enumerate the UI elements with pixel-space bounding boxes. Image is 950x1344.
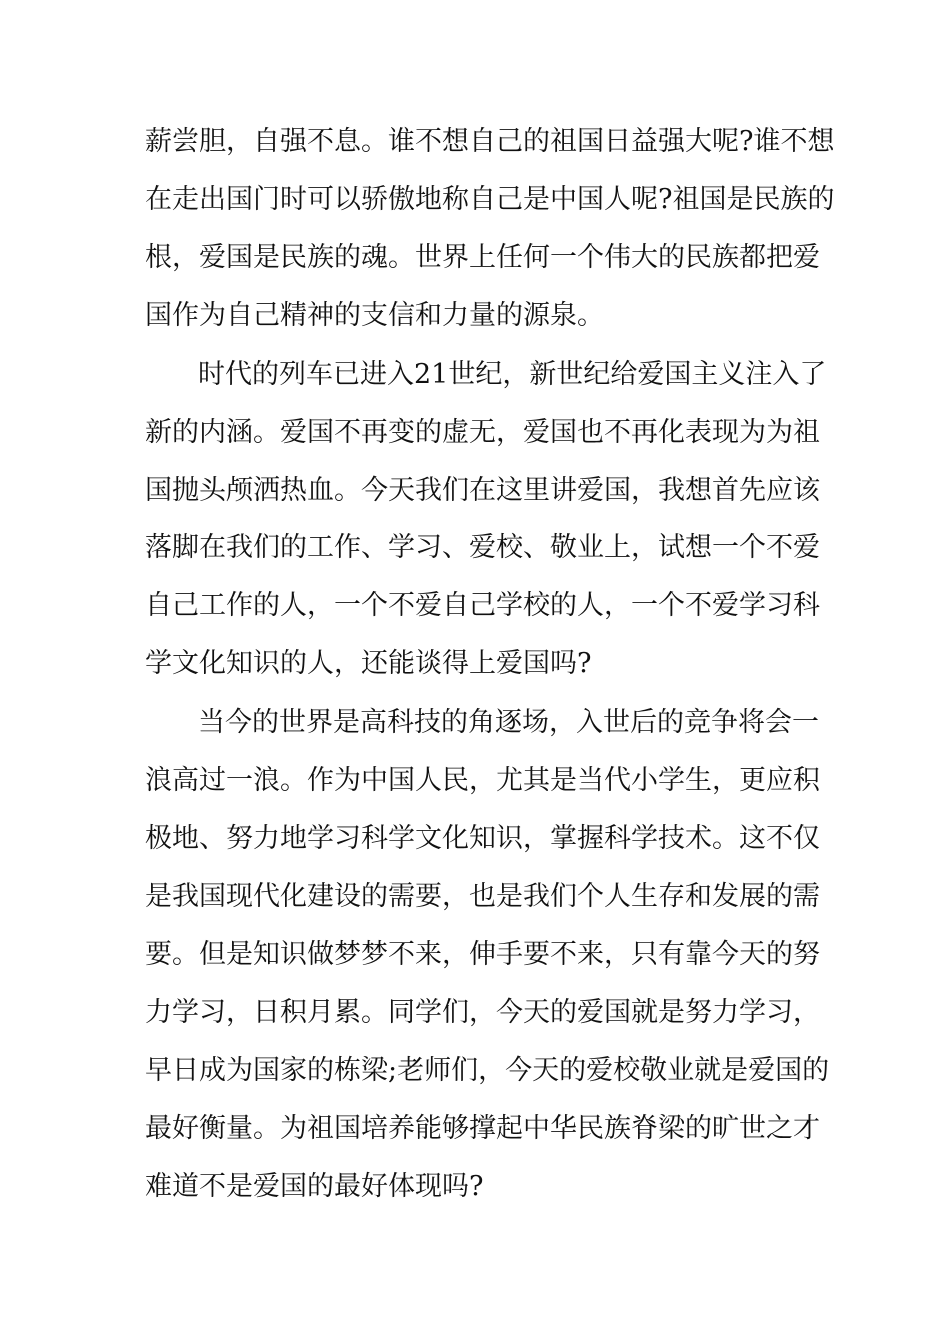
text-line: 学文化知识的人，还能谈得上爱国吗? (145, 648, 592, 679)
text-line: 是我国现代化建设的需要，也是我们个人生存和发展的需 (145, 881, 820, 912)
text-line: 要。但是知识做梦梦不来，伸手要不来，只有靠今天的努 (145, 939, 820, 970)
text-line: 极地、努力地学习科学文化知识，掌握科学技术。这不仅 (145, 823, 820, 854)
text-line: 落脚在我们的工作、学习、爱校、敬业上，试想一个不爱 (145, 532, 820, 563)
text-line: 根，爱国是民族的魂。世界上任何一个伟大的民族都把爱 (145, 242, 820, 273)
text-line: 国抛头颅洒热血。今天我们在这里讲爱国，我想首先应该 (145, 475, 820, 506)
text-line: 力学习，日积月累。同学们，今天的爱国就是努力学习， (145, 997, 820, 1028)
text-line: 新的内涵。爱国不再变的虚无，爱国也不再化表现为为祖 (145, 417, 820, 448)
text-line: 薪尝胆，自强不息。谁不想自己的祖国日益强大呢?谁不想 (145, 126, 835, 157)
text-line: 最好衡量。为祖国培养能够撑起中华民族脊梁的旷世之才 (145, 1113, 820, 1144)
text-line: 浪高过一浪。作为中国人民，尤其是当代小学生，更应积 (145, 765, 820, 796)
paragraph-start-line: 时代的列车已进入21世纪，新世纪给爱国主义注入了 (198, 359, 827, 390)
text-line: 国作为自己精神的支信和力量的源泉。 (145, 300, 604, 331)
paragraph-start-line: 当今的世界是高科技的角逐场，入世后的竞争将会一 (198, 707, 819, 738)
text-line: 早日成为国家的栋梁;老师们，今天的爱校敬业就是爱国的 (145, 1055, 830, 1086)
text-line: 难道不是爱国的最好体现吗? (145, 1171, 484, 1202)
text-line: 在走出国门时可以骄傲地称自己是中国人呢?祖国是民族的 (145, 184, 835, 215)
text-line: 自己工作的人，一个不爱自己学校的人，一个不爱学习科 (145, 590, 820, 621)
